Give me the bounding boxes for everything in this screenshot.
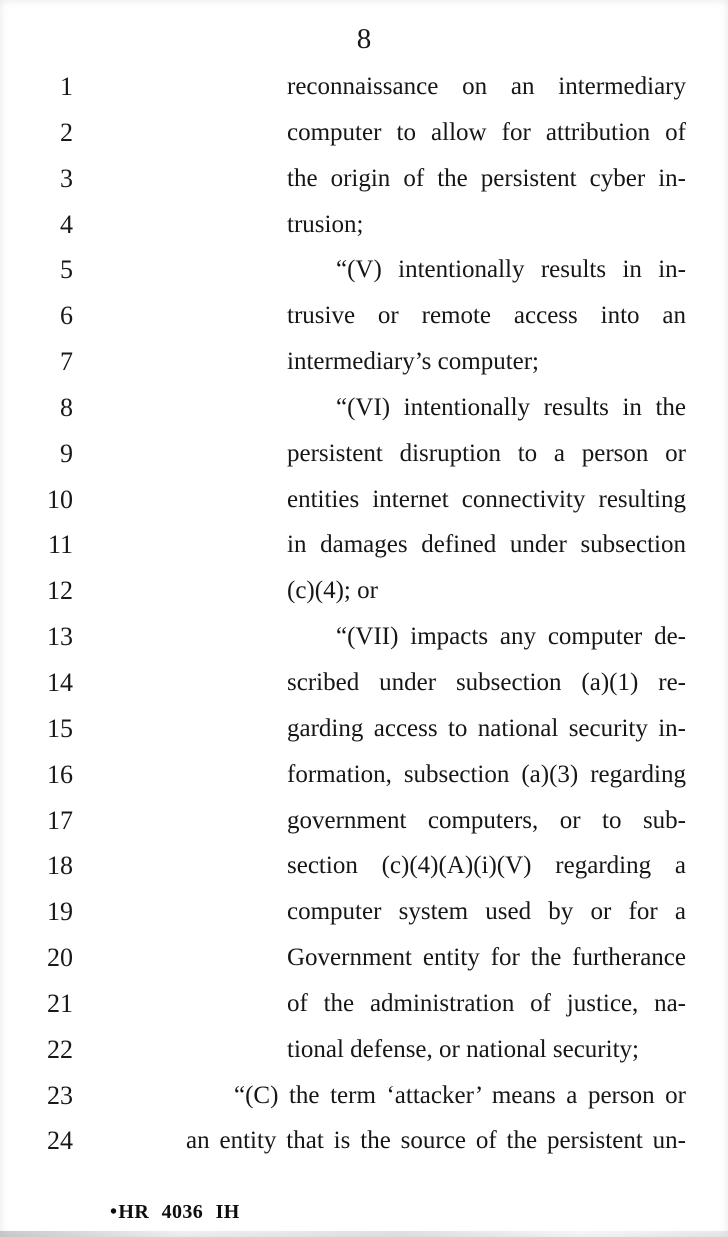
bill-line [0, 660, 728, 706]
line-number: 5 [60, 255, 73, 285]
bill-line [0, 568, 728, 614]
line-number: 4 [60, 209, 73, 239]
bill-line [0, 614, 728, 660]
line-text: intermediary’s computer; [287, 348, 540, 376]
line-text: of the administration of justice, na- [287, 989, 686, 1017]
line-text: computer to allow for attribution of [287, 118, 686, 146]
line-number: 24 [47, 1126, 73, 1156]
line-text: garding access to national security in- [287, 714, 686, 742]
bill-line [0, 293, 728, 339]
line-text: (c)(4); or [287, 577, 378, 605]
line-number: 2 [60, 117, 73, 147]
line-number: 17 [47, 805, 73, 835]
line-text: “(VI) intentionally results in the [336, 393, 686, 421]
line-number: 7 [60, 347, 73, 377]
line-number: 11 [47, 530, 73, 560]
line-number: 18 [47, 851, 73, 881]
bill-line [0, 522, 728, 568]
line-number: 8 [60, 392, 73, 422]
line-text: formation, subsection (a)(3) regarding [287, 760, 686, 788]
bill-line [0, 843, 728, 889]
bill-line [0, 798, 728, 844]
line-text: tional defense, or national security; [287, 1035, 639, 1063]
line-number: 21 [47, 988, 73, 1018]
bill-line [0, 339, 728, 385]
bill-line [0, 385, 728, 431]
scan-edge-artifact [0, 1231, 728, 1237]
bill-line [0, 431, 728, 477]
bill-lines [0, 64, 728, 1164]
line-number: 22 [47, 1034, 73, 1064]
line-text: trusion; [287, 210, 364, 238]
line-number: 1 [60, 72, 73, 101]
bill-line [0, 247, 728, 293]
line-number: 13 [47, 622, 73, 652]
bill-line [0, 889, 728, 935]
line-text: the origin of the persistent cyber in- [287, 164, 686, 192]
bill-line [0, 110, 728, 156]
line-number: 19 [47, 897, 73, 927]
line-text: computer system used by or for a [287, 898, 686, 926]
bill-line [0, 981, 728, 1027]
line-number: 14 [47, 667, 73, 697]
bill-line [0, 706, 728, 752]
line-text: Government entity for the furtherance [287, 944, 686, 972]
bill-line [0, 156, 728, 202]
footer-bullet: • [110, 1201, 118, 1223]
bill-line [0, 1118, 728, 1164]
line-text: entities internet connectivity resulting [287, 485, 686, 513]
line-text: an entity that is the source of the persistent un- [186, 1127, 686, 1155]
line-text: trusive or remote access into an [287, 302, 686, 330]
line-text: “(C) the term ‘attacker’ means a person or [234, 1081, 686, 1109]
line-number: 6 [60, 301, 73, 331]
footer-label: HR 4036 IH [118, 1201, 240, 1223]
bill-line [0, 935, 728, 981]
bill-line [0, 477, 728, 523]
bill-line [0, 752, 728, 798]
line-text: scribed under subsection (a)(1) re- [287, 668, 686, 696]
line-text: “(V) intentionally results in in- [336, 256, 686, 284]
line-number: 10 [47, 484, 73, 514]
bill-line [0, 1073, 728, 1119]
line-number: 3 [60, 163, 73, 193]
page-number: 8 [356, 23, 372, 55]
line-text: persistent disruption to a person or [287, 439, 686, 467]
line-text: “(VII) impacts any computer de- [336, 623, 686, 651]
line-text: section (c)(4)(A)(i)(V) regarding a [287, 852, 686, 880]
bill-line [0, 1027, 728, 1073]
line-number: 16 [47, 759, 73, 789]
bill-line [0, 202, 728, 248]
line-number: 15 [47, 713, 73, 743]
line-text: reconnaissance on an intermediary [287, 73, 686, 100]
line-number: 23 [47, 1080, 73, 1110]
bill-footer [110, 1200, 240, 1224]
line-number: 20 [47, 943, 73, 973]
line-text: government computers, or to sub- [287, 806, 686, 834]
line-number: 12 [47, 576, 73, 606]
bill-line [0, 64, 728, 110]
line-text: in damages defined under subsection [287, 531, 686, 559]
line-number: 9 [60, 438, 73, 468]
